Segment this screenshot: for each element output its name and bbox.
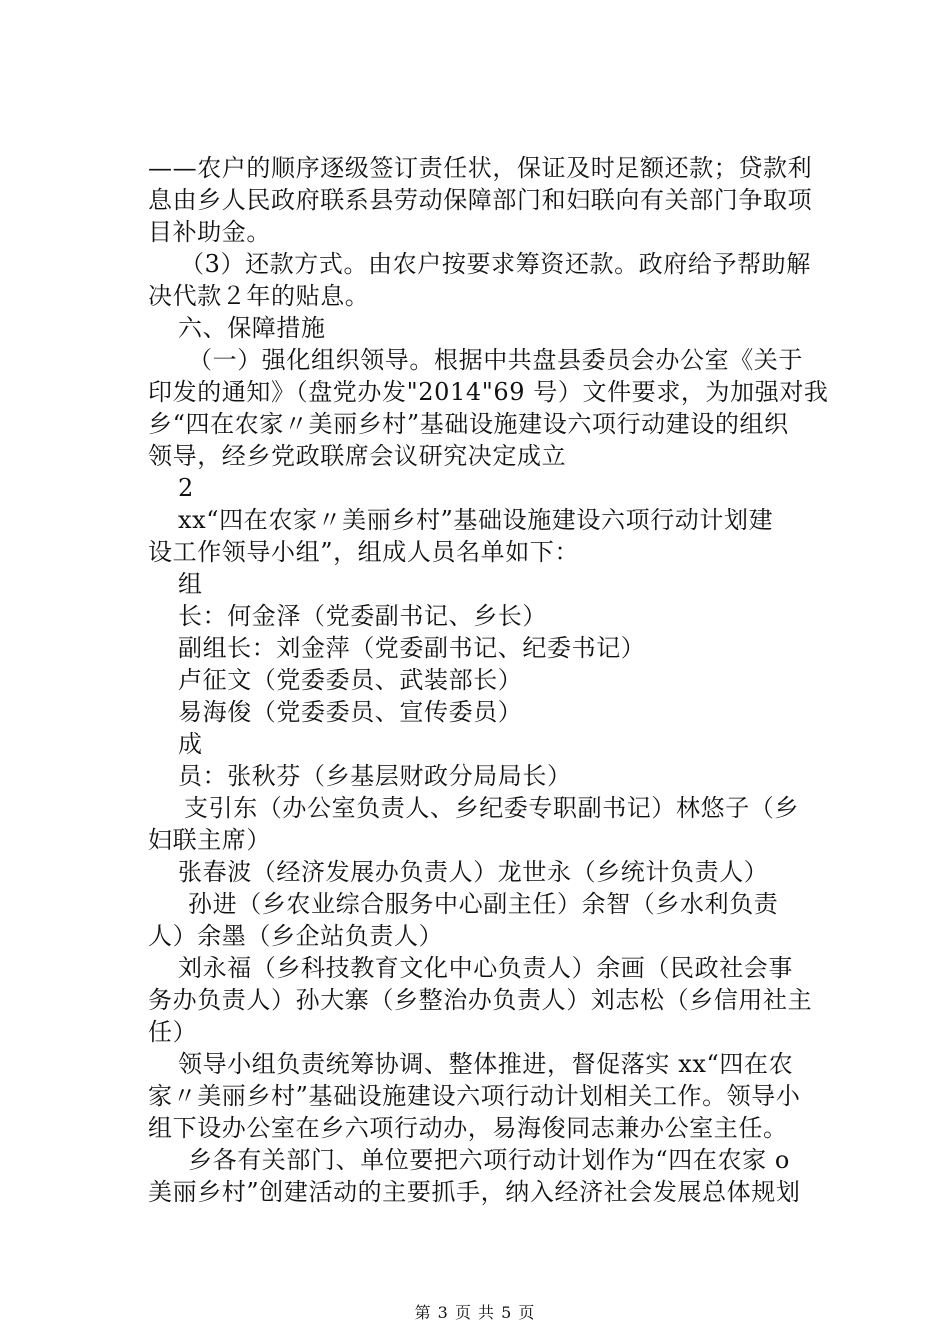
text-line: 人）余墨（乡企站负责人）	[148, 922, 444, 950]
text-line: 孙进（乡农业综合服务中心副主任）余智（乡水利负责	[188, 890, 779, 918]
text-line: 息由乡人民政府联系县劳动保障部门和妇联向有关部门争取项	[148, 186, 813, 214]
text-line: 设工作领导小组”，组成人员名单如下：	[148, 538, 580, 566]
text-line: 支引东（办公室负责人、乡纪委专职副书记）林悠子（乡	[184, 794, 799, 822]
text-line: 卢征文（党委委员、武装部长）	[178, 666, 523, 694]
text-line: 美丽乡村”创建活动的主要抓手，纳入经济社会发展总体规划	[148, 1178, 801, 1206]
text-line: 张春波（经济发展办负责人）龙世永（乡统计负责人）	[178, 858, 769, 886]
text-line: 乡“四在农家〃美丽乡村”基础设施建设六项行动建设的组织	[148, 410, 789, 438]
text-line: 任）	[148, 1018, 198, 1046]
section-heading: 六、保障措施	[178, 314, 326, 342]
text-line: 刘永福（乡科技教育文化中心负责人）余画（民政社会事	[178, 954, 793, 982]
text-line: 乡各有关部门、单位要把六项行动计划作为“四在农家 o	[188, 1146, 790, 1174]
text-line: 家〃美丽乡村”基础设施建设六项行动计划相关工作。领导小	[148, 1082, 801, 1110]
text-line: 决代款２年的贴息。	[148, 282, 370, 310]
text-line: 印发的通知》（盘党办发"2014"69 号）文件要求，为加强对我	[148, 378, 829, 406]
text-line: 2	[178, 474, 194, 502]
text-line: （一）强化组织领导。根据中共盘县委员会办公室《关于	[188, 346, 803, 374]
page-number-footer: 第 3 页 共 5 页	[414, 1303, 536, 1322]
text-line: 副组长：刘金萍（党委副书记、纪委书记）	[178, 634, 646, 662]
text-line: 目补助金。	[148, 218, 271, 246]
text-line: 组	[178, 570, 203, 598]
text-line: 员：张秋芬（乡基层财政分局局长）	[178, 762, 572, 790]
text-line: ——农户的顺序逐级签订责任状，保证及时足额还款；贷款利	[148, 154, 813, 182]
text-line: 务办负责人）孙大寨（乡整治办负责人）刘志松（乡信用社主	[148, 986, 813, 1014]
text-line: 组下设办公室在乡六项行动办，易海俊同志兼办公室主任。	[148, 1114, 788, 1142]
text-line: xx“四在农家〃美丽乡村”基础设施建设六项行动计划建	[178, 506, 774, 534]
text-line: 领导小组负责统筹协调、整体推进，督促落实 xx“四在农	[178, 1050, 794, 1078]
text-line: 易海俊（党委委员、宣传委员）	[178, 698, 523, 726]
text-line: 长：何金泽（党委副书记、乡长）	[178, 602, 547, 630]
text-line: （3）还款方式。由农户按要求筹资还款。政府给予帮助解	[180, 250, 811, 278]
text-line: 领导，经乡党政联席会议研究决定成立	[148, 442, 567, 470]
text-line: 成	[178, 730, 203, 758]
document-body	[148, 152, 848, 1208]
text-line: 妇联主席）	[148, 826, 271, 854]
